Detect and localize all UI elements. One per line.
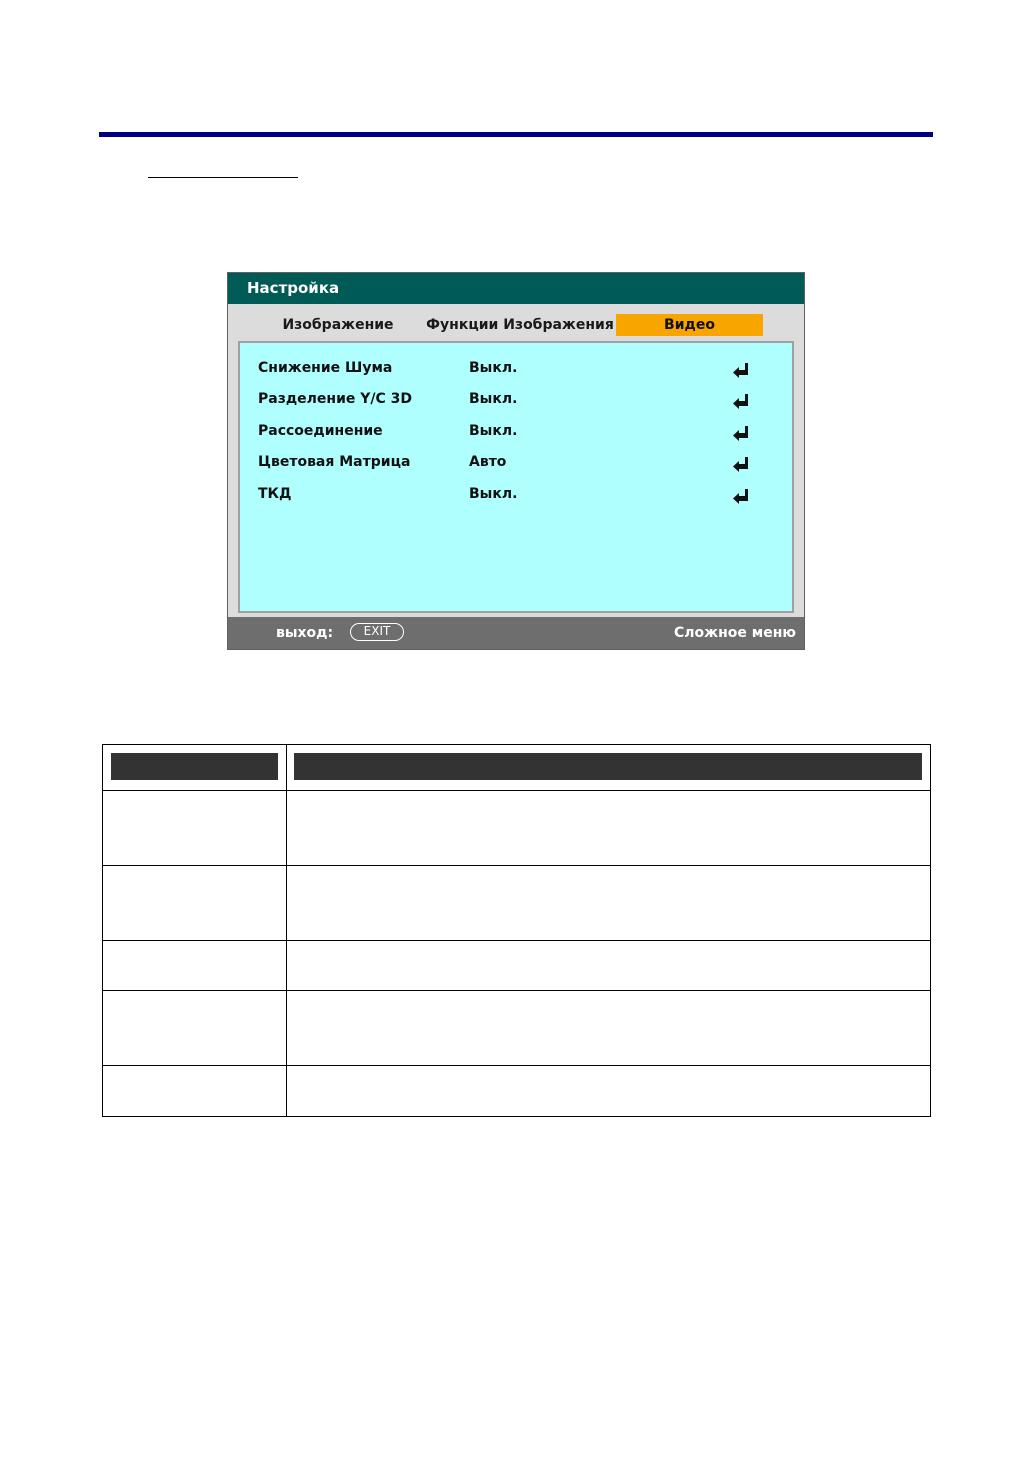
description-table [102,744,931,1117]
setting-row-3d-yc-separation[interactable] [240,386,792,412]
tab-image[interactable]: Изображение [282,317,394,333]
tab-image-options[interactable]: Функции Изображения [426,317,614,333]
section-heading-underline [148,177,298,178]
osd-footer [228,617,804,649]
table-header-item [111,753,278,780]
setting-row-tkd[interactable] [240,481,792,507]
table-row [103,941,930,990]
top-rule [99,132,933,137]
advanced-menu-label[interactable]: Сложное меню [674,625,796,641]
osd-title: Настройка [228,273,804,304]
setting-value: Авто [469,454,507,470]
enter-arrow-icon[interactable] [732,424,752,442]
osd-tab-bar [228,304,804,336]
enter-arrow-icon[interactable] [732,487,752,505]
enter-arrow-icon[interactable] [732,361,752,379]
table-row [103,991,930,1065]
tab-video[interactable]: Видео [616,314,763,336]
setting-label: Рассоединение [258,423,383,439]
setting-label: Снижение Шума [258,360,393,376]
setting-value: Выкл. [469,391,518,407]
exit-button[interactable]: EXIT [350,623,404,641]
setting-row-color-matrix[interactable] [240,449,792,475]
table-row [103,1066,930,1116]
osd-settings-panel [238,341,794,613]
setting-value: Выкл. [469,360,518,376]
table-row [103,791,930,865]
enter-arrow-icon[interactable] [732,392,752,410]
enter-arrow-icon[interactable] [732,455,752,473]
setting-label: Разделение Y/C 3D [258,391,413,407]
setting-value: Выкл. [469,486,518,502]
table-header-description [294,753,922,780]
setting-row-noise-reduction[interactable] [240,355,792,381]
setting-row-deinterlace[interactable] [240,418,792,444]
table-row [103,866,930,940]
setting-label: ТКД [258,486,292,502]
osd-menu-window [227,272,805,650]
exit-label: выход: [276,625,334,641]
setting-value: Выкл. [469,423,518,439]
setting-label: Цветовая Матрица [258,454,411,470]
